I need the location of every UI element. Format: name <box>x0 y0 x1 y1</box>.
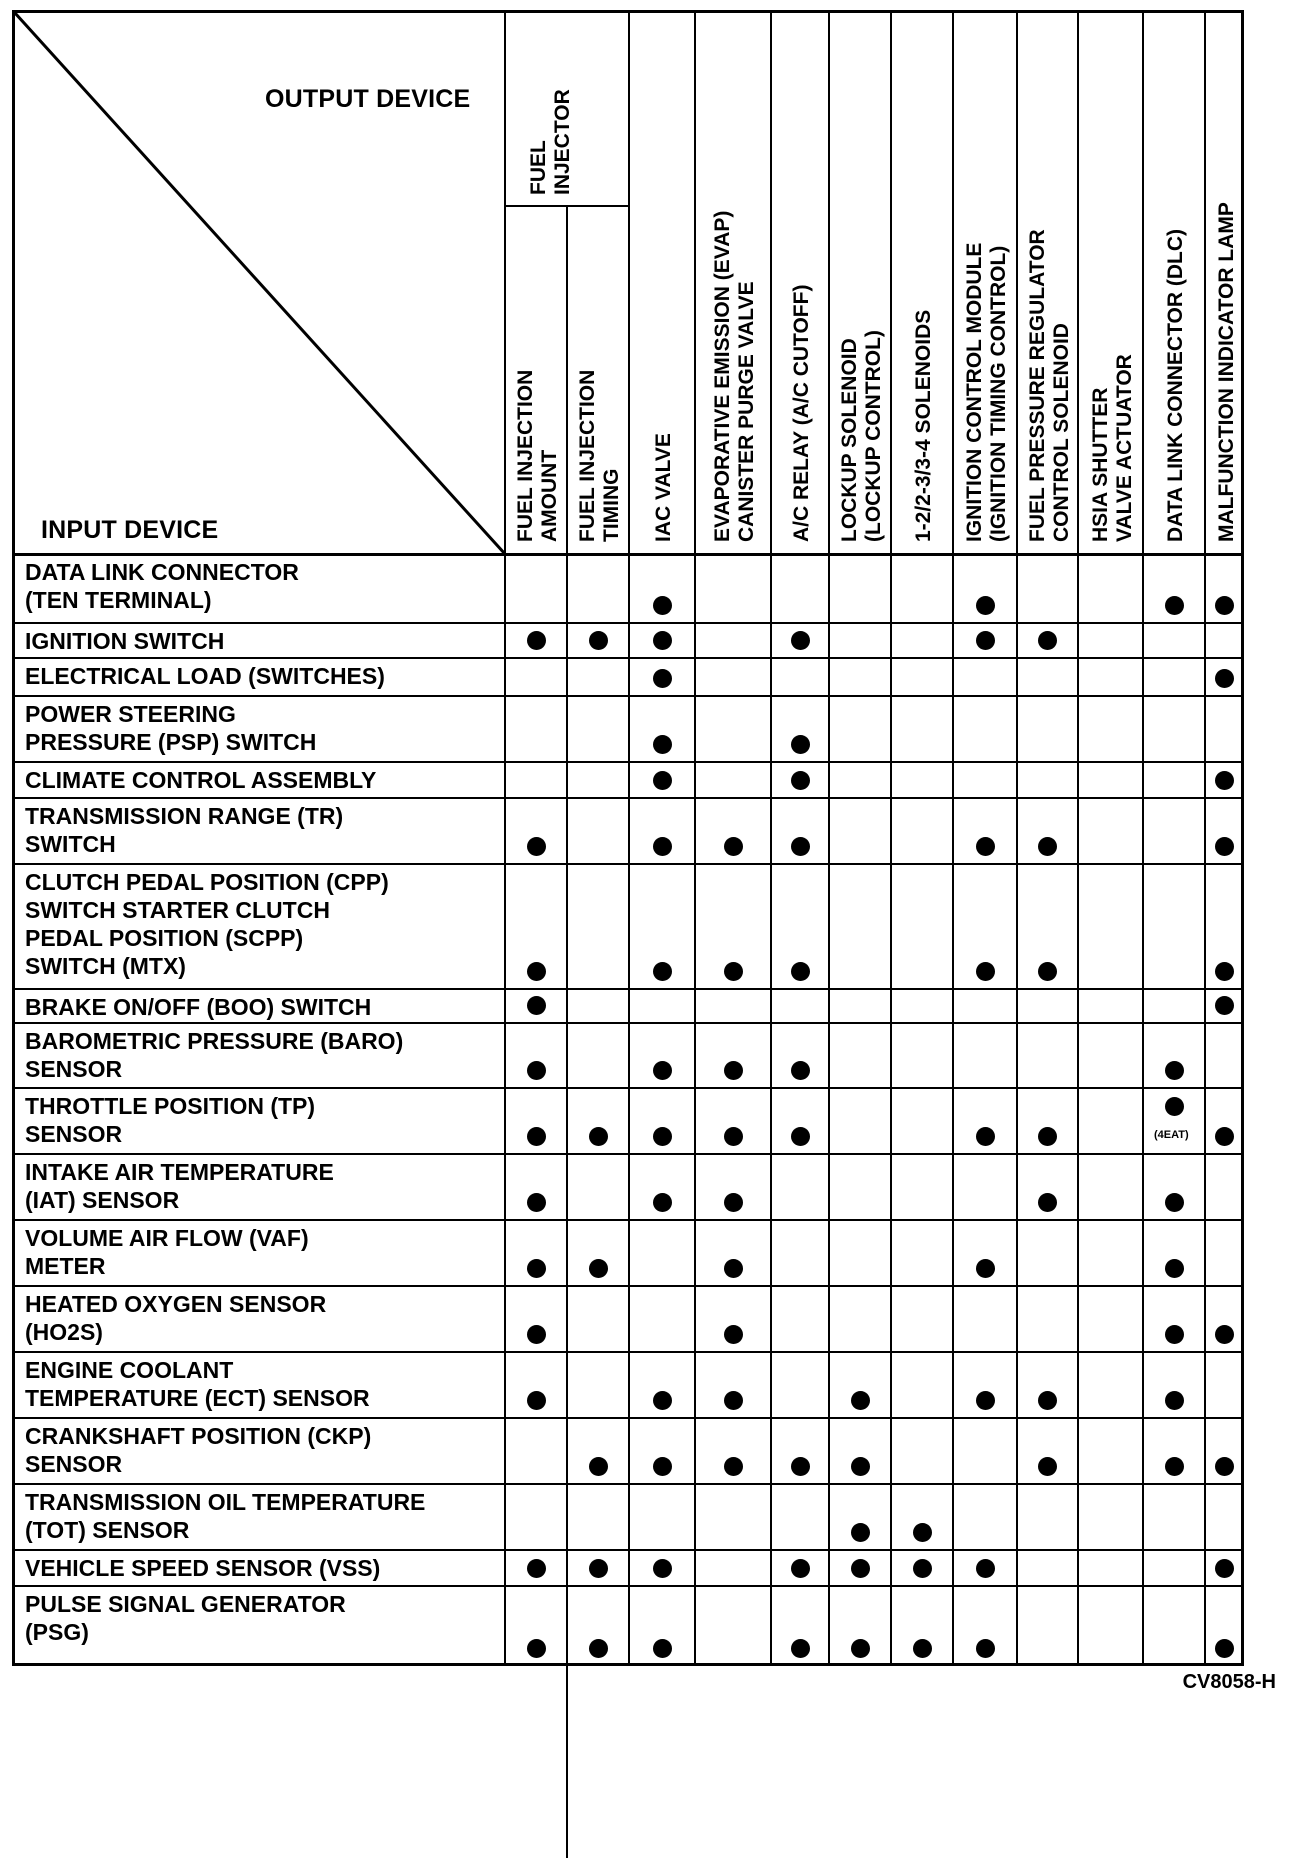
column-header: EVAPORATIVE EMISSION (EVAP) CANISTER PURGE VALVE <box>711 210 758 542</box>
relation-dot <box>1038 962 1057 981</box>
relation-dot <box>1215 1325 1234 1344</box>
relation-dot <box>851 1457 870 1476</box>
relation-dot <box>724 1127 743 1146</box>
row-divider <box>15 1417 1244 1419</box>
relation-dot <box>589 1127 608 1146</box>
column-header: DATA LINK CONNECTOR (DLC) <box>1164 228 1187 542</box>
relation-dot <box>653 1193 672 1212</box>
relation-dot <box>724 1259 743 1278</box>
column-header: 1-2/2-3/3-4 SOLENOIDS <box>912 309 935 542</box>
row-divider <box>15 1483 1244 1485</box>
relation-dot <box>589 1639 608 1658</box>
relation-dot <box>527 1325 546 1344</box>
relation-dot <box>791 962 810 981</box>
column-header: FUEL INJECTION TIMING <box>576 369 623 542</box>
row-divider <box>15 1549 1244 1551</box>
input-device-label: CLIMATE CONTROL ASSEMBLY <box>25 767 377 793</box>
relation-dot <box>653 596 672 615</box>
relation-dot <box>791 1127 810 1146</box>
row-divider <box>15 988 1244 990</box>
row-divider <box>15 1219 1244 1221</box>
relation-dot <box>527 1391 546 1410</box>
relation-dot <box>1038 1193 1057 1212</box>
relation-dot <box>1215 1559 1234 1578</box>
relation-dot <box>791 1457 810 1476</box>
relation-dot <box>791 1061 810 1080</box>
input-device-label: TRANSMISSION OIL TEMPERATURE (TOT) SENSOR <box>25 1489 426 1543</box>
relation-dot <box>1165 1061 1184 1080</box>
row-divider <box>15 1285 1244 1287</box>
input-device-label: IGNITION SWITCH <box>25 628 225 654</box>
relation-dot <box>589 631 608 650</box>
relation-dot <box>791 837 810 856</box>
input-device-label: VEHICLE SPEED SENSOR (VSS) <box>25 1555 381 1581</box>
input-device-label: INTAKE AIR TEMPERATURE (IAT) SENSOR <box>25 1159 334 1213</box>
relation-dot <box>527 962 546 981</box>
relation-dot <box>913 1523 932 1542</box>
relation-dot <box>851 1391 870 1410</box>
input-device-label: THROTTLE POSITION (TP) SENSOR <box>25 1093 316 1147</box>
relation-dot <box>724 837 743 856</box>
relation-dot <box>1215 1457 1234 1476</box>
relation-dot <box>1215 669 1234 688</box>
row-divider <box>15 553 1244 556</box>
relation-dot <box>724 1061 743 1080</box>
relation-dot <box>653 771 672 790</box>
relation-dot <box>527 631 546 650</box>
input-device-label: BRAKE ON/OFF (BOO) SWITCH <box>25 994 372 1020</box>
input-device-label: BAROMETRIC PRESSURE (BARO) SENSOR <box>25 1028 404 1082</box>
relation-dot <box>589 1259 608 1278</box>
input-device-label: CLUTCH PEDAL POSITION (CPP) SWITCH STARTER CLUTCH PEDAL POSITION (SCPP) SWITCH (MTX) <box>25 869 389 979</box>
relation-dot <box>653 1391 672 1410</box>
row-divider <box>15 1022 1244 1024</box>
input-device-label: PULSE SIGNAL GENERATOR (PSG) <box>25 1591 346 1645</box>
input-device-label: CRANKSHAFT POSITION (CKP) SENSOR <box>25 1423 372 1477</box>
relation-dot <box>1165 1193 1184 1212</box>
relation-dot <box>976 596 995 615</box>
relation-dot <box>653 1559 672 1578</box>
input-device-label: HEATED OXYGEN SENSOR (HO2S) <box>25 1291 327 1345</box>
column-header: LOCKUP SOLENOID (LOCKUP CONTROL) <box>838 330 885 542</box>
row-divider <box>15 657 1244 659</box>
relation-dot <box>976 1559 995 1578</box>
column-divider <box>566 205 568 1858</box>
input-device-label: ENGINE COOLANT TEMPERATURE (ECT) SENSOR <box>25 1357 370 1411</box>
row-divider <box>15 1087 1244 1089</box>
column-header: IGNITION CONTROL MODULE (IGNITION TIMING CONTROL) <box>963 242 1010 542</box>
relation-dot <box>724 1325 743 1344</box>
relation-dot <box>653 735 672 754</box>
relation-dot <box>653 1127 672 1146</box>
relation-dot <box>653 631 672 650</box>
relation-dot <box>1165 596 1184 615</box>
group-divider <box>505 205 629 207</box>
relation-dot <box>653 1457 672 1476</box>
relation-dot <box>913 1559 932 1578</box>
relation-dot <box>976 631 995 650</box>
column-header: HSIA SHUTTER VALVE ACTUATOR <box>1088 354 1136 542</box>
relation-dot <box>791 771 810 790</box>
column-header: A/C RELAY (A/C CUTOFF) <box>790 284 813 542</box>
relation-dot <box>791 1559 810 1578</box>
relation-dot <box>1038 631 1057 650</box>
input-output-matrix <box>12 10 1244 1666</box>
relation-dot <box>527 1559 546 1578</box>
relation-dot <box>1038 837 1057 856</box>
input-device-label: TRANSMISSION RANGE (TR) SWITCH <box>25 803 344 857</box>
relation-dot <box>791 1639 810 1658</box>
relation-dot <box>653 837 672 856</box>
relation-dot <box>1215 1127 1234 1146</box>
row-divider <box>15 1153 1244 1155</box>
relation-dot <box>851 1559 870 1578</box>
relation-dot <box>1215 771 1234 790</box>
relation-dot <box>589 1559 608 1578</box>
relation-dot <box>653 1639 672 1658</box>
relation-dot <box>976 1127 995 1146</box>
relation-dot <box>527 837 546 856</box>
input-device-label: DATA LINK CONNECTOR (TEN TERMINAL) <box>25 559 299 613</box>
relation-dot <box>1165 1457 1184 1476</box>
relation-dot <box>1038 1127 1057 1146</box>
relation-dot <box>1038 1391 1057 1410</box>
row-divider <box>15 761 1244 763</box>
relation-dot <box>527 996 546 1015</box>
column-header: FUEL PRESSURE REGULATOR CONTROL SOLENOID <box>1025 229 1073 542</box>
relation-dot <box>527 1193 546 1212</box>
figure-id: CV8058-H <box>1182 1671 1276 1693</box>
relation-dot <box>976 962 995 981</box>
relation-dot <box>976 837 995 856</box>
relation-dot <box>1215 1639 1234 1658</box>
relation-dot <box>1215 837 1234 856</box>
relation-dot <box>653 669 672 688</box>
row-divider <box>15 622 1244 624</box>
relation-dot <box>527 1127 546 1146</box>
row-divider <box>15 1585 1244 1587</box>
relation-dot <box>1215 962 1234 981</box>
row-divider <box>15 863 1244 865</box>
column-header: IAC VALVE <box>652 433 675 542</box>
fuel-injector-group-header: FUEL INJECTOR <box>527 89 574 195</box>
output-device-label: OUTPUT DEVICE <box>265 85 471 113</box>
row-divider <box>15 1351 1244 1353</box>
relation-dot <box>589 1457 608 1476</box>
relation-dot <box>1165 1325 1184 1344</box>
input-device-label: INPUT DEVICE <box>41 516 219 544</box>
relation-dot <box>851 1523 870 1542</box>
relation-dot <box>653 962 672 981</box>
relation-dot <box>791 735 810 754</box>
relation-dot <box>653 1061 672 1080</box>
relation-dot <box>724 1457 743 1476</box>
input-device-label: POWER STEERING PRESSURE (PSP) SWITCH <box>25 701 317 755</box>
relation-dot <box>1038 1457 1057 1476</box>
relation-dot <box>527 1639 546 1658</box>
input-device-label: ELECTRICAL LOAD (SWITCHES) <box>25 663 385 689</box>
relation-dot <box>851 1639 870 1658</box>
relation-dot <box>791 631 810 650</box>
relation-dot <box>976 1639 995 1658</box>
relation-dot <box>724 1391 743 1410</box>
relation-dot <box>976 1259 995 1278</box>
relation-dot <box>1165 1097 1184 1116</box>
relation-dot <box>1215 996 1234 1015</box>
relation-dot <box>724 962 743 981</box>
relation-dot <box>1165 1391 1184 1410</box>
relation-dot <box>527 1061 546 1080</box>
relation-dot <box>976 1391 995 1410</box>
relation-dot <box>1165 1259 1184 1278</box>
input-device-label: VOLUME AIR FLOW (VAF) METER <box>25 1225 309 1279</box>
relation-dot <box>724 1193 743 1212</box>
row-divider <box>15 695 1244 697</box>
relation-dot <box>913 1639 932 1658</box>
relation-dot <box>527 1259 546 1278</box>
column-header: FUEL INJECTION AMOUNT <box>514 369 561 542</box>
dot-note: (4EAT) <box>1154 1129 1189 1141</box>
column-header: MALFUNCTION INDICATOR LAMP <box>1214 202 1238 542</box>
row-divider <box>15 797 1244 799</box>
relation-dot <box>1215 596 1234 615</box>
